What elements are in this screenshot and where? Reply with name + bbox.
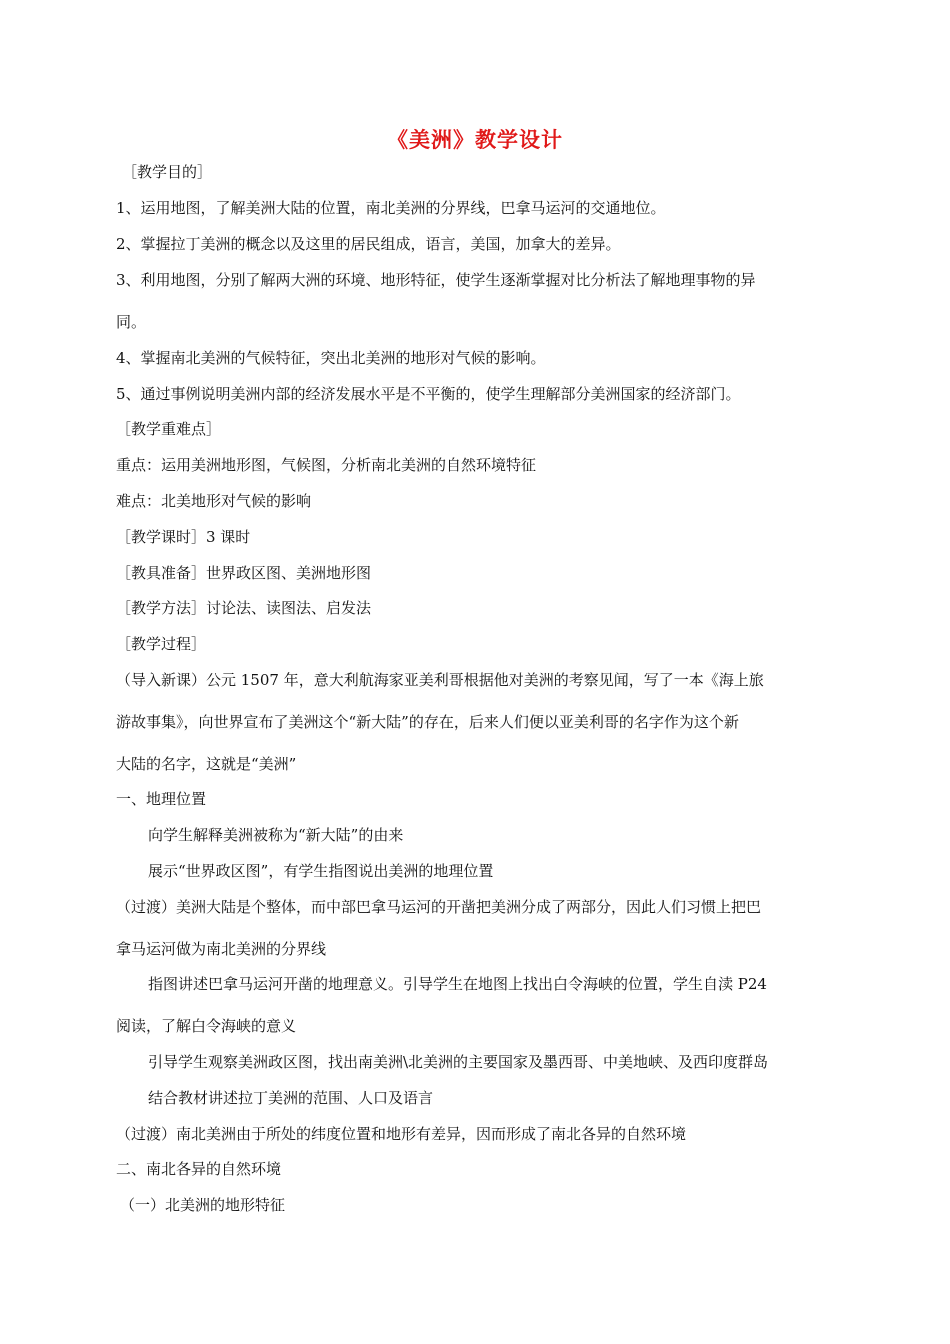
paragraph-line: （过渡）美洲大陆是个整体，而中部巴拿马运河的开凿把美洲分成了两部分，因此人们习惯上把巴 (116, 898, 762, 916)
paragraph-line: 5、通过事例说明美洲内部的经济发展水平是不平衡的，使学生理解部分美洲国家的经济部门。 (116, 385, 741, 403)
paragraph-line: 结合教材讲述拉丁美洲的范围、人口及语言 (148, 1089, 434, 1107)
paragraph-line: 游故事集》，向世界宣布了美洲这个“新大陆”的存在，后来人们便以亚美利哥的名字作为这个新 (116, 713, 739, 731)
paragraph-line: 指图讲述巴拿马运河开凿的地理意义。引导学生在地图上找出白令海峡的位置，学生自渎 P24 (148, 975, 767, 993)
section-heading: ［教学过程］ (116, 635, 207, 653)
section-heading: ［教学目的］ (122, 163, 213, 181)
section-heading: 一、地理位置 (116, 790, 207, 808)
paragraph-line: 1、运用地图，了解美洲大陆的位置，南北美洲的分界线，巴拿马运河的交通地位。 (116, 199, 666, 217)
document-title: 《美洲》教学设计 (387, 127, 563, 152)
paragraph-line: （导入新课）公元 1507 年，意大利航海家亚美利哥根据他对美洲的考察见闻，写了一本《海上旅 (116, 671, 764, 689)
paragraph-line: 2、掌握拉丁美洲的概念以及这里的居民组成，语言，美国，加拿大的差异。 (116, 235, 621, 253)
paragraph-line: 向学生解释美洲被称为“新大陆”的由来 (148, 826, 404, 844)
paragraph-line: 大陆的名字，这就是“美洲” (116, 755, 297, 773)
paragraph-line: 同。 (116, 313, 147, 331)
paragraph-line: ［教具准备］世界政区图、美洲地形图 (116, 564, 372, 582)
paragraph-line: ［教学方法］讨论法、读图法、启发法 (116, 599, 372, 617)
paragraph-line: 阅读，了解白令海峡的意义 (116, 1017, 297, 1035)
section-heading: 二、南北各异的自然环境 (116, 1160, 282, 1178)
section-heading: ［教学重难点］ (116, 420, 222, 438)
paragraph-line: 难点：北美地形对气候的影响 (116, 492, 312, 510)
paragraph-line: （过渡）南北美洲由于所处的纬度位置和地形有差异，因而形成了南北各异的自然环境 (116, 1125, 687, 1143)
paragraph-line: 4、掌握南北美洲的气候特征，突出北美洲的地形对气候的影响。 (116, 349, 546, 367)
subsection-heading: （一）北美洲的地形特征 (120, 1196, 286, 1214)
paragraph-line: 展示“世界政区图”，有学生指图说出美洲的地理位置 (148, 862, 494, 880)
paragraph-line: ［教学课时］3 课时 (116, 528, 251, 546)
paragraph-line: 3、利用地图，分别了解两大洲的环境、地形特征，使学生逐渐掌握对比分析法了解地理事物的异 (116, 271, 756, 289)
paragraph-line: 拿马运河做为南北美洲的分界线 (116, 940, 327, 958)
paragraph-line: 引导学生观察美洲政区图，找出南美洲\北美洲的主要国家及墨西哥、中美地峡、及西印度群岛 (148, 1053, 769, 1071)
paragraph-line: 重点：运用美洲地形图，气候图，分析南北美洲的自然环境特征 (116, 456, 537, 474)
